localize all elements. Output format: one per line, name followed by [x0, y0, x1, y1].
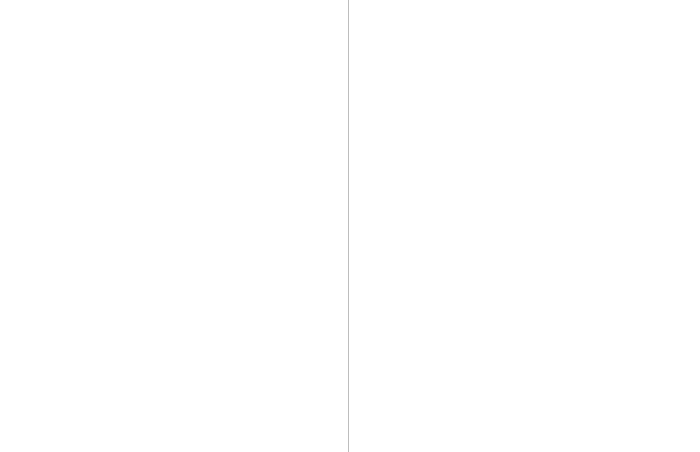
left-page [0, 0, 348, 452]
right-page [349, 0, 700, 452]
